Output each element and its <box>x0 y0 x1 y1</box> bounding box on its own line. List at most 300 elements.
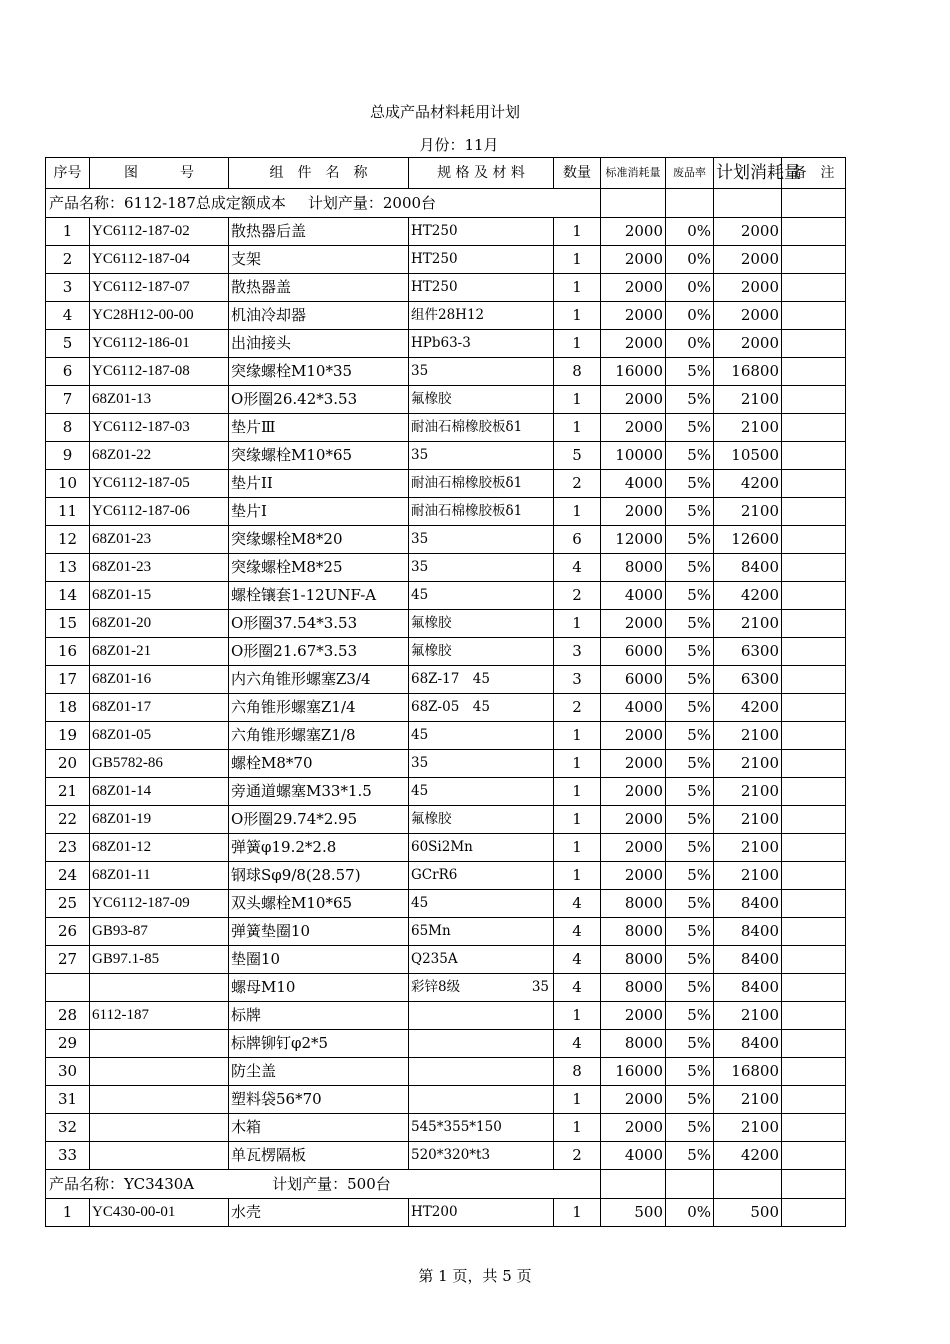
cell-part: 塑料袋56*70 <box>229 1086 409 1114</box>
cell-seq: 28 <box>46 1002 90 1030</box>
cell-drawing: YC6112-187-02 <box>90 218 229 246</box>
section-product-name: 产品名称：6112-187总成定额成本 <box>49 193 286 212</box>
cell-plan: 2000 <box>714 330 782 358</box>
cell-plan: 16800 <box>714 1058 782 1086</box>
cell-qty: 2 <box>554 1142 601 1170</box>
cell-seq: 12 <box>46 526 90 554</box>
cell-spec: 60Si2Mn <box>409 834 554 862</box>
cell-drawing: YC6112-186-01 <box>90 330 229 358</box>
cell-plan: 4200 <box>714 1142 782 1170</box>
spec-text: 彩锌8级 <box>411 979 461 995</box>
cell-seq: 3 <box>46 274 90 302</box>
cell-std: 4000 <box>601 582 666 610</box>
cell-drawing: 68Z01-11 <box>90 862 229 890</box>
cell-plan: 4200 <box>714 470 782 498</box>
cell-seq: 24 <box>46 862 90 890</box>
cell-plan: 8400 <box>714 554 782 582</box>
cell-plan: 2000 <box>714 218 782 246</box>
cell-scrap: 5% <box>666 694 714 722</box>
section-product-name: 产品名称：YC3430A <box>49 1174 195 1193</box>
cell-part: 水壳 <box>229 1199 409 1227</box>
table-row <box>46 246 846 274</box>
cell-part: 六角锥形螺塞Z1/8 <box>229 722 409 750</box>
cell-scrap: 5% <box>666 638 714 666</box>
cell-scrap: 5% <box>666 442 714 470</box>
cell-seq: 1 <box>46 1199 90 1227</box>
table-row <box>46 414 846 442</box>
section-plan-output: 计划产量：2000台 <box>307 193 437 212</box>
cell-seq: 32 <box>46 1114 90 1142</box>
table-row <box>46 274 846 302</box>
cell-seq: 21 <box>46 778 90 806</box>
cell-std: 2000 <box>601 246 666 274</box>
table-row <box>46 806 846 834</box>
cell-scrap: 5% <box>666 1030 714 1058</box>
cell-qty: 2 <box>554 470 601 498</box>
cell-spec: 35 <box>409 750 554 778</box>
cell-part: 单瓦楞隔板 <box>229 1142 409 1170</box>
table-row <box>46 1030 846 1058</box>
cell-part: 双头螺栓M10*65 <box>229 890 409 918</box>
cell-scrap: 0% <box>666 302 714 330</box>
cell-std: 2000 <box>601 414 666 442</box>
cell-part: 钢球Sφ9/8(28.57) <box>229 862 409 890</box>
table-row <box>46 778 846 806</box>
cell-qty: 1 <box>554 386 601 414</box>
cell-drawing <box>90 1086 229 1114</box>
cell-part: 木箱 <box>229 1114 409 1142</box>
cell-spec: HT250 <box>409 246 554 274</box>
header-qty: 数量 <box>554 158 601 189</box>
cell-scrap: 5% <box>666 1142 714 1170</box>
cell-remark <box>782 666 846 694</box>
cell-remark <box>782 1086 846 1114</box>
cell-plan: 2100 <box>714 386 782 414</box>
cell-remark <box>782 246 846 274</box>
cell-plan: 2100 <box>714 722 782 750</box>
cell-remark <box>782 778 846 806</box>
cell-qty: 1 <box>554 806 601 834</box>
cell-scrap: 5% <box>666 1058 714 1086</box>
cell-std: 2000 <box>601 302 666 330</box>
cell-seq: 30 <box>46 1058 90 1086</box>
cell-remark <box>782 442 846 470</box>
table-row <box>46 918 846 946</box>
header-seq: 序号 <box>46 158 90 189</box>
cell-std: 2000 <box>601 1086 666 1114</box>
cell-part: 支架 <box>229 246 409 274</box>
cell-drawing: 6112-187 <box>90 1002 229 1030</box>
document-title: 总成产品材料耗用计划 <box>369 103 520 121</box>
cell-qty: 1 <box>554 414 601 442</box>
table-row <box>46 1002 846 1030</box>
empty-cell <box>666 189 714 218</box>
cell-scrap: 5% <box>666 1002 714 1030</box>
cell-qty: 1 <box>554 722 601 750</box>
table-row <box>46 890 846 918</box>
cell-std: 2000 <box>601 610 666 638</box>
cell-seq: 8 <box>46 414 90 442</box>
cell-seq: 14 <box>46 582 90 610</box>
cell-plan: 2100 <box>714 862 782 890</box>
cell-drawing: YC28H12-00-00 <box>90 302 229 330</box>
cell-spec: HPb63-3 <box>409 330 554 358</box>
cell-spec: 氟橡胶 <box>409 638 554 666</box>
empty-cell <box>601 1170 666 1199</box>
cell-seq: 31 <box>46 1086 90 1114</box>
cell-drawing: YC6112-187-05 <box>90 470 229 498</box>
cell-drawing: GB97.1-85 <box>90 946 229 974</box>
cell-plan: 2100 <box>714 778 782 806</box>
empty-cell <box>666 1170 714 1199</box>
cell-plan: 2000 <box>714 246 782 274</box>
cell-seq: 13 <box>46 554 90 582</box>
cell-spec <box>409 974 554 1002</box>
cell-drawing <box>90 974 229 1002</box>
cell-spec <box>409 1086 554 1114</box>
cell-qty: 3 <box>554 666 601 694</box>
cell-remark <box>782 1114 846 1142</box>
cell-remark <box>782 862 846 890</box>
cell-spec: 68Z-17 45 <box>409 666 554 694</box>
cell-part: O形圈26.42*3.53 <box>229 386 409 414</box>
cell-drawing: 68Z01-20 <box>90 610 229 638</box>
cell-remark <box>782 330 846 358</box>
cell-part: 垫片I <box>229 498 409 526</box>
cell-drawing <box>90 1030 229 1058</box>
cell-scrap: 5% <box>666 414 714 442</box>
cell-drawing: GB5782-86 <box>90 750 229 778</box>
table-row <box>46 470 846 498</box>
table-row <box>46 1142 846 1170</box>
cell-scrap: 5% <box>666 890 714 918</box>
cell-qty: 4 <box>554 946 601 974</box>
header-scrap: 废品率 <box>666 158 714 189</box>
cell-drawing: 68Z01-12 <box>90 834 229 862</box>
table-row <box>46 302 846 330</box>
cell-scrap: 5% <box>666 862 714 890</box>
cell-scrap: 5% <box>666 946 714 974</box>
cell-std: 2000 <box>601 330 666 358</box>
cell-spec: 35 <box>409 442 554 470</box>
cell-spec: HT200 <box>409 1199 554 1227</box>
cell-plan: 2100 <box>714 1086 782 1114</box>
cell-qty: 4 <box>554 890 601 918</box>
cell-drawing: 68Z01-23 <box>90 554 229 582</box>
cell-drawing: YC6112-187-04 <box>90 246 229 274</box>
cell-std: 2000 <box>601 834 666 862</box>
cell-part: 螺栓M8*70 <box>229 750 409 778</box>
empty-cell <box>782 1170 846 1199</box>
cell-std: 2000 <box>601 274 666 302</box>
cell-std: 16000 <box>601 358 666 386</box>
cell-std: 4000 <box>601 694 666 722</box>
header-spec: 规 格 及 材 料 <box>409 158 554 189</box>
cell-remark <box>782 582 846 610</box>
cell-qty: 4 <box>554 918 601 946</box>
cell-std: 2000 <box>601 778 666 806</box>
cell-seq: 17 <box>46 666 90 694</box>
cell-part: 内六角锥形螺塞Z3/4 <box>229 666 409 694</box>
cell-plan: 2100 <box>714 610 782 638</box>
cell-remark <box>782 526 846 554</box>
cell-qty: 1 <box>554 274 601 302</box>
table-row <box>46 526 846 554</box>
cell-drawing: GB93-87 <box>90 918 229 946</box>
table-row <box>46 666 846 694</box>
cell-seq: 25 <box>46 890 90 918</box>
table-row <box>46 358 846 386</box>
cell-spec <box>409 1002 554 1030</box>
cell-spec: 68Z-05 45 <box>409 694 554 722</box>
cell-plan: 4200 <box>714 582 782 610</box>
cell-qty: 6 <box>554 526 601 554</box>
cell-drawing: 68Z01-14 <box>90 778 229 806</box>
cell-plan: 500 <box>714 1199 782 1227</box>
cell-std: 2000 <box>601 750 666 778</box>
cell-plan: 2000 <box>714 274 782 302</box>
section-plan-output: 计划产量：500台 <box>272 1174 391 1193</box>
cell-plan: 6300 <box>714 666 782 694</box>
cell-seq: 33 <box>46 1142 90 1170</box>
cell-part: 突缘螺栓M8*25 <box>229 554 409 582</box>
cell-remark <box>782 974 846 1002</box>
cell-part: O形圈37.54*3.53 <box>229 610 409 638</box>
cell-plan: 8400 <box>714 946 782 974</box>
cell-std: 2000 <box>601 722 666 750</box>
cell-part: 标牌铆钉φ2*5 <box>229 1030 409 1058</box>
table-row <box>46 638 846 666</box>
cell-drawing: 68Z01-13 <box>90 386 229 414</box>
cell-qty: 1 <box>554 862 601 890</box>
table-row <box>46 1114 846 1142</box>
empty-cell <box>782 189 846 218</box>
cell-qty: 1 <box>554 498 601 526</box>
cell-spec: 35 <box>409 358 554 386</box>
table-row <box>46 330 846 358</box>
cell-spec: 45 <box>409 778 554 806</box>
cell-remark <box>782 302 846 330</box>
cell-part: 散热器后盖 <box>229 218 409 246</box>
table-row <box>46 974 846 1002</box>
cell-part: 垫片II <box>229 470 409 498</box>
cell-drawing: YC6112-187-03 <box>90 414 229 442</box>
cell-spec: 35 <box>409 526 554 554</box>
cell-seq: 16 <box>46 638 90 666</box>
cell-scrap: 5% <box>666 974 714 1002</box>
cell-qty: 1 <box>554 610 601 638</box>
cell-spec: 520*320*t3 <box>409 1142 554 1170</box>
cell-drawing: YC430-00-01 <box>90 1199 229 1227</box>
cell-drawing: 68Z01-17 <box>90 694 229 722</box>
cell-part: 垫圈10 <box>229 946 409 974</box>
cell-scrap: 5% <box>666 778 714 806</box>
cell-plan: 8400 <box>714 918 782 946</box>
cell-qty: 1 <box>554 330 601 358</box>
table-row <box>46 610 846 638</box>
cell-scrap: 5% <box>666 666 714 694</box>
cell-plan: 8400 <box>714 974 782 1002</box>
cell-qty: 4 <box>554 1030 601 1058</box>
header-row <box>46 158 846 189</box>
cell-drawing: 68Z01-05 <box>90 722 229 750</box>
cell-seq: 5 <box>46 330 90 358</box>
cell-part: 突缘螺栓M8*20 <box>229 526 409 554</box>
cell-std: 8000 <box>601 1030 666 1058</box>
table-row <box>46 554 846 582</box>
cell-std: 2000 <box>601 862 666 890</box>
cell-remark <box>782 470 846 498</box>
table-row <box>46 218 846 246</box>
table-row <box>46 750 846 778</box>
cell-scrap: 0% <box>666 330 714 358</box>
cell-spec: HT250 <box>409 274 554 302</box>
cell-scrap: 5% <box>666 610 714 638</box>
cell-remark <box>782 1142 846 1170</box>
cell-part: 出油接头 <box>229 330 409 358</box>
cell-qty: 1 <box>554 218 601 246</box>
cell-seq: 4 <box>46 302 90 330</box>
cell-qty: 2 <box>554 694 601 722</box>
cell-remark <box>782 834 846 862</box>
cell-part: 突缘螺栓M10*65 <box>229 442 409 470</box>
cell-std: 2000 <box>601 1002 666 1030</box>
cell-scrap: 5% <box>666 918 714 946</box>
cell-spec: Q235A <box>409 946 554 974</box>
table-row <box>46 442 846 470</box>
cell-std: 16000 <box>601 1058 666 1086</box>
cell-scrap: 5% <box>666 806 714 834</box>
cell-spec: 组件28H12 <box>409 302 554 330</box>
cell-drawing: YC6112-187-06 <box>90 498 229 526</box>
cell-remark <box>782 386 846 414</box>
table-row <box>46 694 846 722</box>
cell-scrap: 5% <box>666 1086 714 1114</box>
cell-scrap: 5% <box>666 750 714 778</box>
cell-seq: 1 <box>46 218 90 246</box>
spec-grade: 35 <box>531 979 549 995</box>
cell-qty: 4 <box>554 554 601 582</box>
cell-plan: 2100 <box>714 498 782 526</box>
cell-part: 垫片Ⅲ <box>229 414 409 442</box>
cell-remark <box>782 722 846 750</box>
cell-std: 8000 <box>601 918 666 946</box>
cell-remark <box>782 694 846 722</box>
cell-spec: HT250 <box>409 218 554 246</box>
cell-drawing: 68Z01-23 <box>90 526 229 554</box>
cell-remark <box>782 358 846 386</box>
cell-std: 8000 <box>601 946 666 974</box>
cell-spec: 45 <box>409 722 554 750</box>
cell-remark <box>782 1002 846 1030</box>
cell-part: 六角锥形螺塞Z1/4 <box>229 694 409 722</box>
cell-std: 8000 <box>601 974 666 1002</box>
cell-drawing <box>90 1058 229 1086</box>
cell-plan: 2100 <box>714 1002 782 1030</box>
cell-scrap: 5% <box>666 358 714 386</box>
header-remark: 备 注 <box>782 158 846 189</box>
cell-seq: 7 <box>46 386 90 414</box>
cell-std: 4000 <box>601 470 666 498</box>
cell-spec: 545*355*150 <box>409 1114 554 1142</box>
cell-seq: 18 <box>46 694 90 722</box>
cell-part: 防尘盖 <box>229 1058 409 1086</box>
table-row <box>46 1058 846 1086</box>
header-part: 组 件 名 称 <box>229 158 409 189</box>
cell-remark <box>782 610 846 638</box>
cell-plan: 16800 <box>714 358 782 386</box>
cell-scrap: 5% <box>666 498 714 526</box>
cell-drawing: YC6112-187-07 <box>90 274 229 302</box>
table-row <box>46 722 846 750</box>
cell-part: 突缘螺栓M10*35 <box>229 358 409 386</box>
cell-std: 8000 <box>601 890 666 918</box>
cell-drawing: 68Z01-16 <box>90 666 229 694</box>
cell-scrap: 5% <box>666 526 714 554</box>
cell-std: 2000 <box>601 218 666 246</box>
section-row-1 <box>46 189 846 218</box>
cell-seq: 27 <box>46 946 90 974</box>
cell-spec: 65Mn <box>409 918 554 946</box>
cell-std: 6000 <box>601 666 666 694</box>
cell-scrap: 0% <box>666 218 714 246</box>
empty-cell <box>714 1170 782 1199</box>
cell-std: 8000 <box>601 554 666 582</box>
header-std: 标准消耗量 <box>601 158 666 189</box>
cell-remark <box>782 1030 846 1058</box>
cell-seq: 26 <box>46 918 90 946</box>
cell-part: 螺栓镶套1-12UNF-A <box>229 582 409 610</box>
table-row <box>46 862 846 890</box>
cell-qty: 2 <box>554 582 601 610</box>
section-product-cell <box>46 189 601 218</box>
cell-remark <box>782 918 846 946</box>
cell-plan: 2100 <box>714 750 782 778</box>
cell-std: 2000 <box>601 1114 666 1142</box>
table-row <box>46 582 846 610</box>
cell-std: 2000 <box>601 498 666 526</box>
cell-part: 弹簧垫圈10 <box>229 918 409 946</box>
cell-part: O形圈21.67*3.53 <box>229 638 409 666</box>
cell-scrap: 5% <box>666 582 714 610</box>
cell-qty: 1 <box>554 302 601 330</box>
cell-remark <box>782 1058 846 1086</box>
cell-scrap: 5% <box>666 470 714 498</box>
cell-remark <box>782 638 846 666</box>
section-product-cell <box>46 1170 601 1199</box>
cell-seq: 23 <box>46 834 90 862</box>
cell-remark <box>782 414 846 442</box>
cell-plan: 2100 <box>714 1114 782 1142</box>
cell-seq: 29 <box>46 1030 90 1058</box>
cell-qty: 8 <box>554 358 601 386</box>
table-row <box>46 1199 846 1227</box>
header-drawing: 图 号 <box>90 158 229 189</box>
cell-spec <box>409 1030 554 1058</box>
cell-std: 2000 <box>601 806 666 834</box>
empty-cell <box>601 189 666 218</box>
cell-part: O形圈29.74*2.95 <box>229 806 409 834</box>
cell-remark <box>782 946 846 974</box>
cell-plan: 8400 <box>714 890 782 918</box>
cell-scrap: 5% <box>666 386 714 414</box>
cell-plan: 8400 <box>714 1030 782 1058</box>
month-label: 月份：11月 <box>419 136 499 154</box>
cell-remark <box>782 274 846 302</box>
cell-drawing: 68Z01-22 <box>90 442 229 470</box>
table-row <box>46 946 846 974</box>
cell-seq: 22 <box>46 806 90 834</box>
